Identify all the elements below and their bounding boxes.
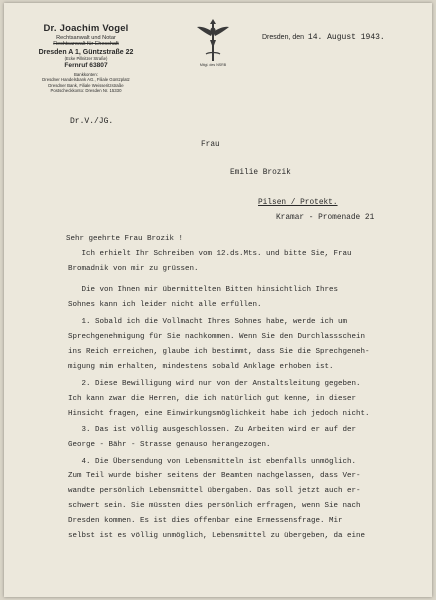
letterhead [26,23,146,94]
bank-account-1: Dresdner Handelsbank AG., Filiale Güntzplatz [42,77,130,83]
date-prefix: Dresden, den [262,34,305,41]
body-line: wandte persönlich Lebensmittel übergaben. Das soll jetzt auch er- [68,487,361,495]
recipient-street: Kramar - Promenade 21 [276,214,375,222]
body-line: ins Reich erreichen, glaube ich bestimmt, dass Sie die Sprechgeneh- [68,348,370,356]
body-line: Die von Ihnen mir übermittelten Bitten hinsichtlich Ihres [68,286,339,294]
bank-account-2: Dresdner Bank, Filiale Weisseritzstraße [48,82,124,88]
body-line: Sohnes kann ich leider nicht alle erfüllen. [68,301,262,309]
body-line: 1. Sobald ich die Vollmacht Ihres Sohnes habe, werde ich um [68,318,348,326]
body-line: 4. Die Übersendung von Lebensmitteln ist ebenfalls unmöglich. [68,458,357,466]
recipient-city: Pilsen / Protekt. [258,199,338,207]
lawyer-title: Rechtsanwalt und Notar [56,35,116,41]
address-note: (Ecke Pillnitzer Straße) [64,56,108,61]
date-value: 14. August 1943. [307,33,385,42]
body-line: Ich kann zwar die Herren, die ich natürlich gut kenne, in dieser [68,395,357,403]
letter-date [262,33,385,42]
bank-heading: Bankkonten: [74,72,98,77]
body-line: Ich erhielt Ihr Schreiben vom 12.ds.Mts. und bitte Sie, Frau [68,250,352,258]
body-line: Zum Teil wurde bisher seitens der Beamten nachgelassen, dass Ver- [68,472,361,480]
body-line: Sprechgenehmigung für Sie nachkommen. Wenn Sie den Durchlassschein [68,333,366,341]
recipient-salutation: Frau [201,141,220,149]
body-line: schwert sein. Sie müssten dies persönlich erfragen, wenn Sie nach [68,502,361,510]
emblem-caption: Mitgl. des NSRB [199,63,227,67]
body-line: migung mim erhalten, mindestens sobald Anklage erhoben ist. [68,363,334,371]
office-address: Dresden A 1, Güntzstraße 22 [38,49,134,56]
body-line: 3. Das ist völlig ausgeschlossen. Zu Arbeiten wird er auf der [68,426,357,434]
recipient-name: Emilie Brozik [230,169,291,177]
lawyer-title-struck: Rechtsanwalt für Eheschaft [53,41,119,47]
body-line: Bromadnik von mir zu grüssen. [68,265,199,273]
lawyer-name: Dr. Joachim Vogel [43,23,129,34]
body-line: Hinsicht fragen, eine Einwirkungsmöglichkeit habe ich jedoch nicht. [68,410,370,418]
letter-greeting: Sehr geehrte Frau Brozik ! [66,235,184,243]
reference-code: Dr.V./JG. [70,117,114,126]
body-line: George - Bähr - Strasse genauso herangezogen. [68,441,271,449]
letter-page [4,3,432,597]
body-line: selbst ist es völlig unmöglich, Lebensmittel zu übergeben, da eine [68,532,366,540]
body-line: Dresden kommen. Es ist dies offenbar eine Ermessensfrage. Mir [68,517,343,525]
eagle-emblem-icon [195,18,231,64]
body-line: 2. Diese Bewilligung wird nur von der Anstaltsleitung gegeben. [68,380,361,388]
postcheck-account: Postscheckkonto: Dresden Nr. 15330 [50,88,122,94]
phone-number: Fernruf 63807 [64,62,108,69]
